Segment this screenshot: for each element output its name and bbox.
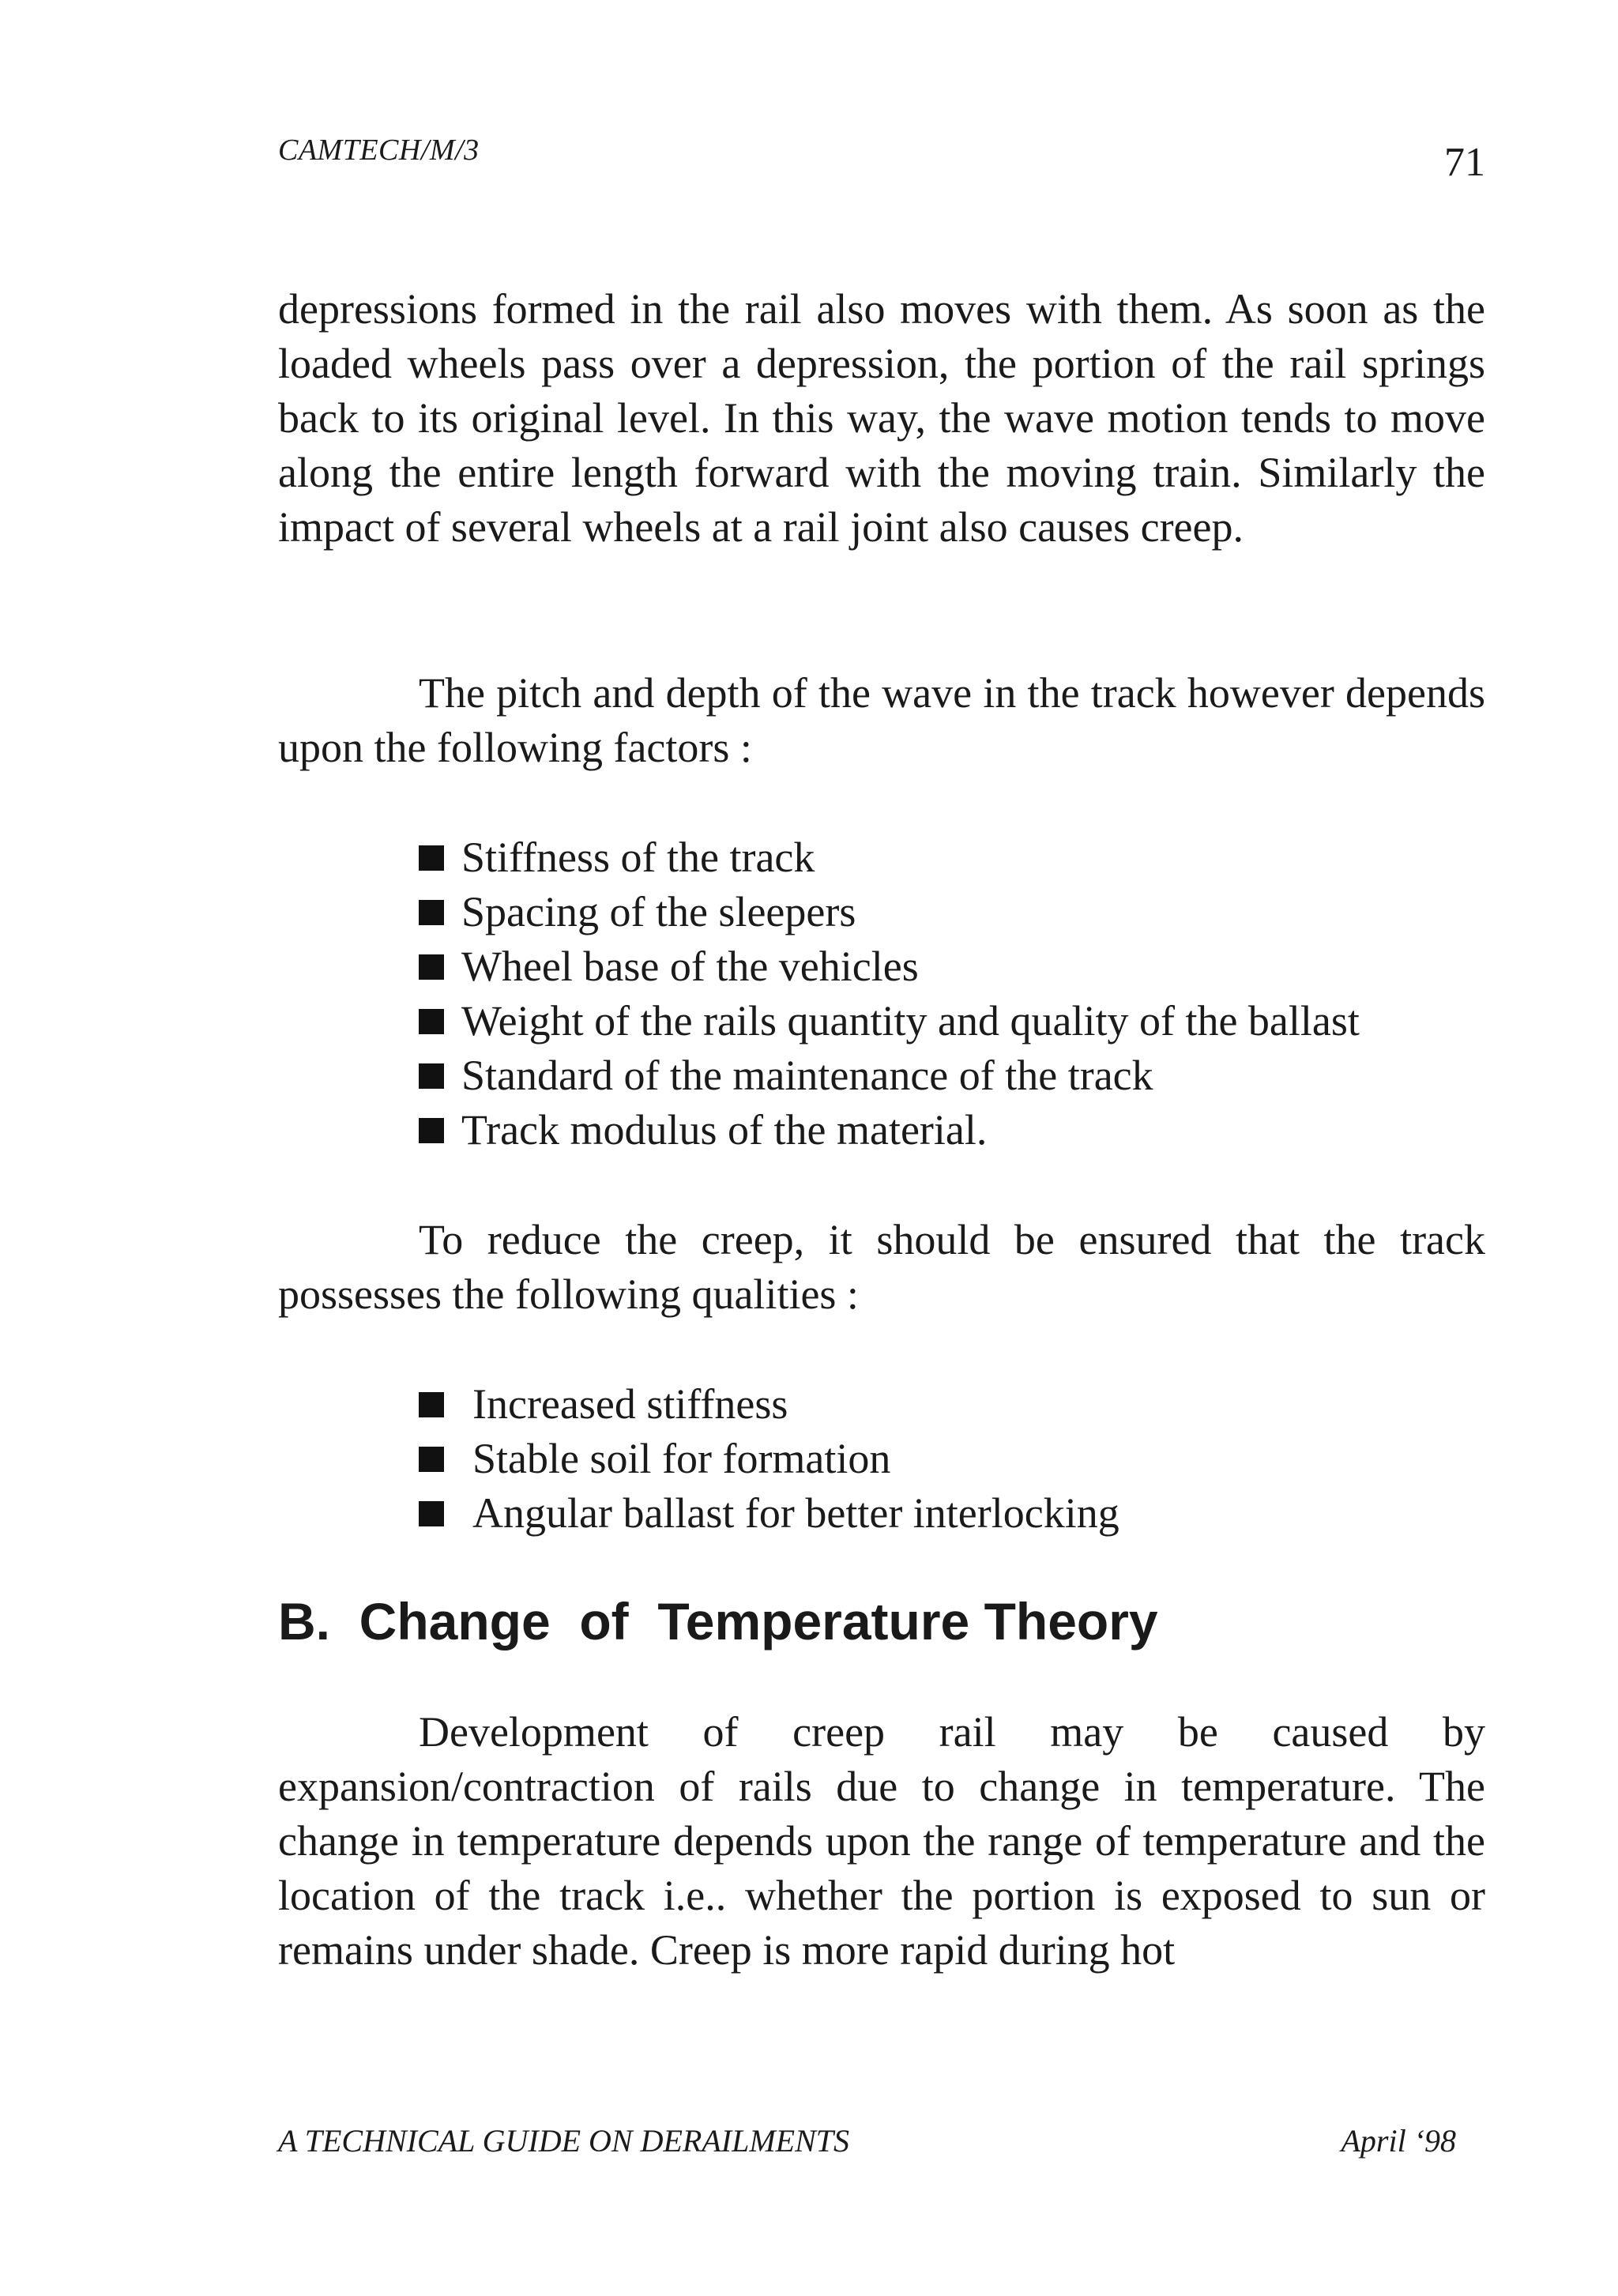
list-item [419,830,1360,885]
list-item [419,1048,1360,1103]
square-bullet-icon [419,954,444,980]
footer-title: A TECHNICAL GUIDE ON DERAILMENTS [278,2123,850,2159]
square-bullet-icon [419,1392,444,1417]
square-bullet-icon [419,845,444,871]
square-bullet-icon [419,900,444,925]
list-item [419,1432,1119,1486]
footer-date: April ‘98 [1341,2123,1456,2159]
paragraph-qualities-intro: To reduce the creep, it should be ensured that the track possesses the following qualities : [278,1216,1485,1318]
factors-list [419,830,1360,1157]
list-item-text: Increased stiffness [472,1380,788,1428]
paragraph-factors-intro: The pitch and depth of the wave in the track however depends upon the following factors : [278,669,1485,771]
square-bullet-icon [419,1501,444,1526]
square-bullet-icon [419,1063,444,1089]
list-item [419,1103,1360,1157]
list-item [419,939,1360,994]
list-item-text: Angular ballast for better interlocking [472,1489,1119,1537]
paragraph-temperature: Development of creep rail may be caused by expansion/contraction of rails due to change in temperature. The change in temperature depends upon the range of temperature and the location of the track i.e.. whether the portion is exposed to sun or remains under shade. Creep is more rapid during hot [278,1708,1485,1974]
square-bullet-icon [419,1009,444,1034]
list-item-text: Wheel base of the vehicles [461,943,919,990]
list-item-text: Track modulus of the material. [461,1106,988,1154]
list-item [419,994,1360,1048]
square-bullet-icon [419,1118,444,1143]
square-bullet-icon [419,1447,444,1472]
page-number: 71 [1444,140,1485,185]
paragraph-wave-motion: depressions formed in the rail also moves with them. As soon as the loaded wheels pass over a depression, the portion of the rail springs back to its original level. In this way, the wave motion tends to move along the entire length forward with the moving train. Similarly the impact of several wheels at a rail joint also causes creep. [278,285,1485,551]
list-item [419,885,1360,939]
list-item-text: Spacing of the sleepers [461,888,856,935]
qualities-list [419,1377,1119,1541]
document-code: CAMTECH/M/3 [278,134,480,167]
list-item [419,1377,1119,1432]
section-heading: B. Change of Temperature Theory [278,1592,1158,1650]
list-item [419,1486,1119,1541]
list-item-text: Weight of the rails quantity and quality of the ballast [461,997,1360,1044]
list-item-text: Standard of the maintenance of the track [461,1052,1153,1099]
list-item-text: Stable soil for formation [472,1435,891,1482]
list-item-text: Stiffness of the track [461,834,815,881]
